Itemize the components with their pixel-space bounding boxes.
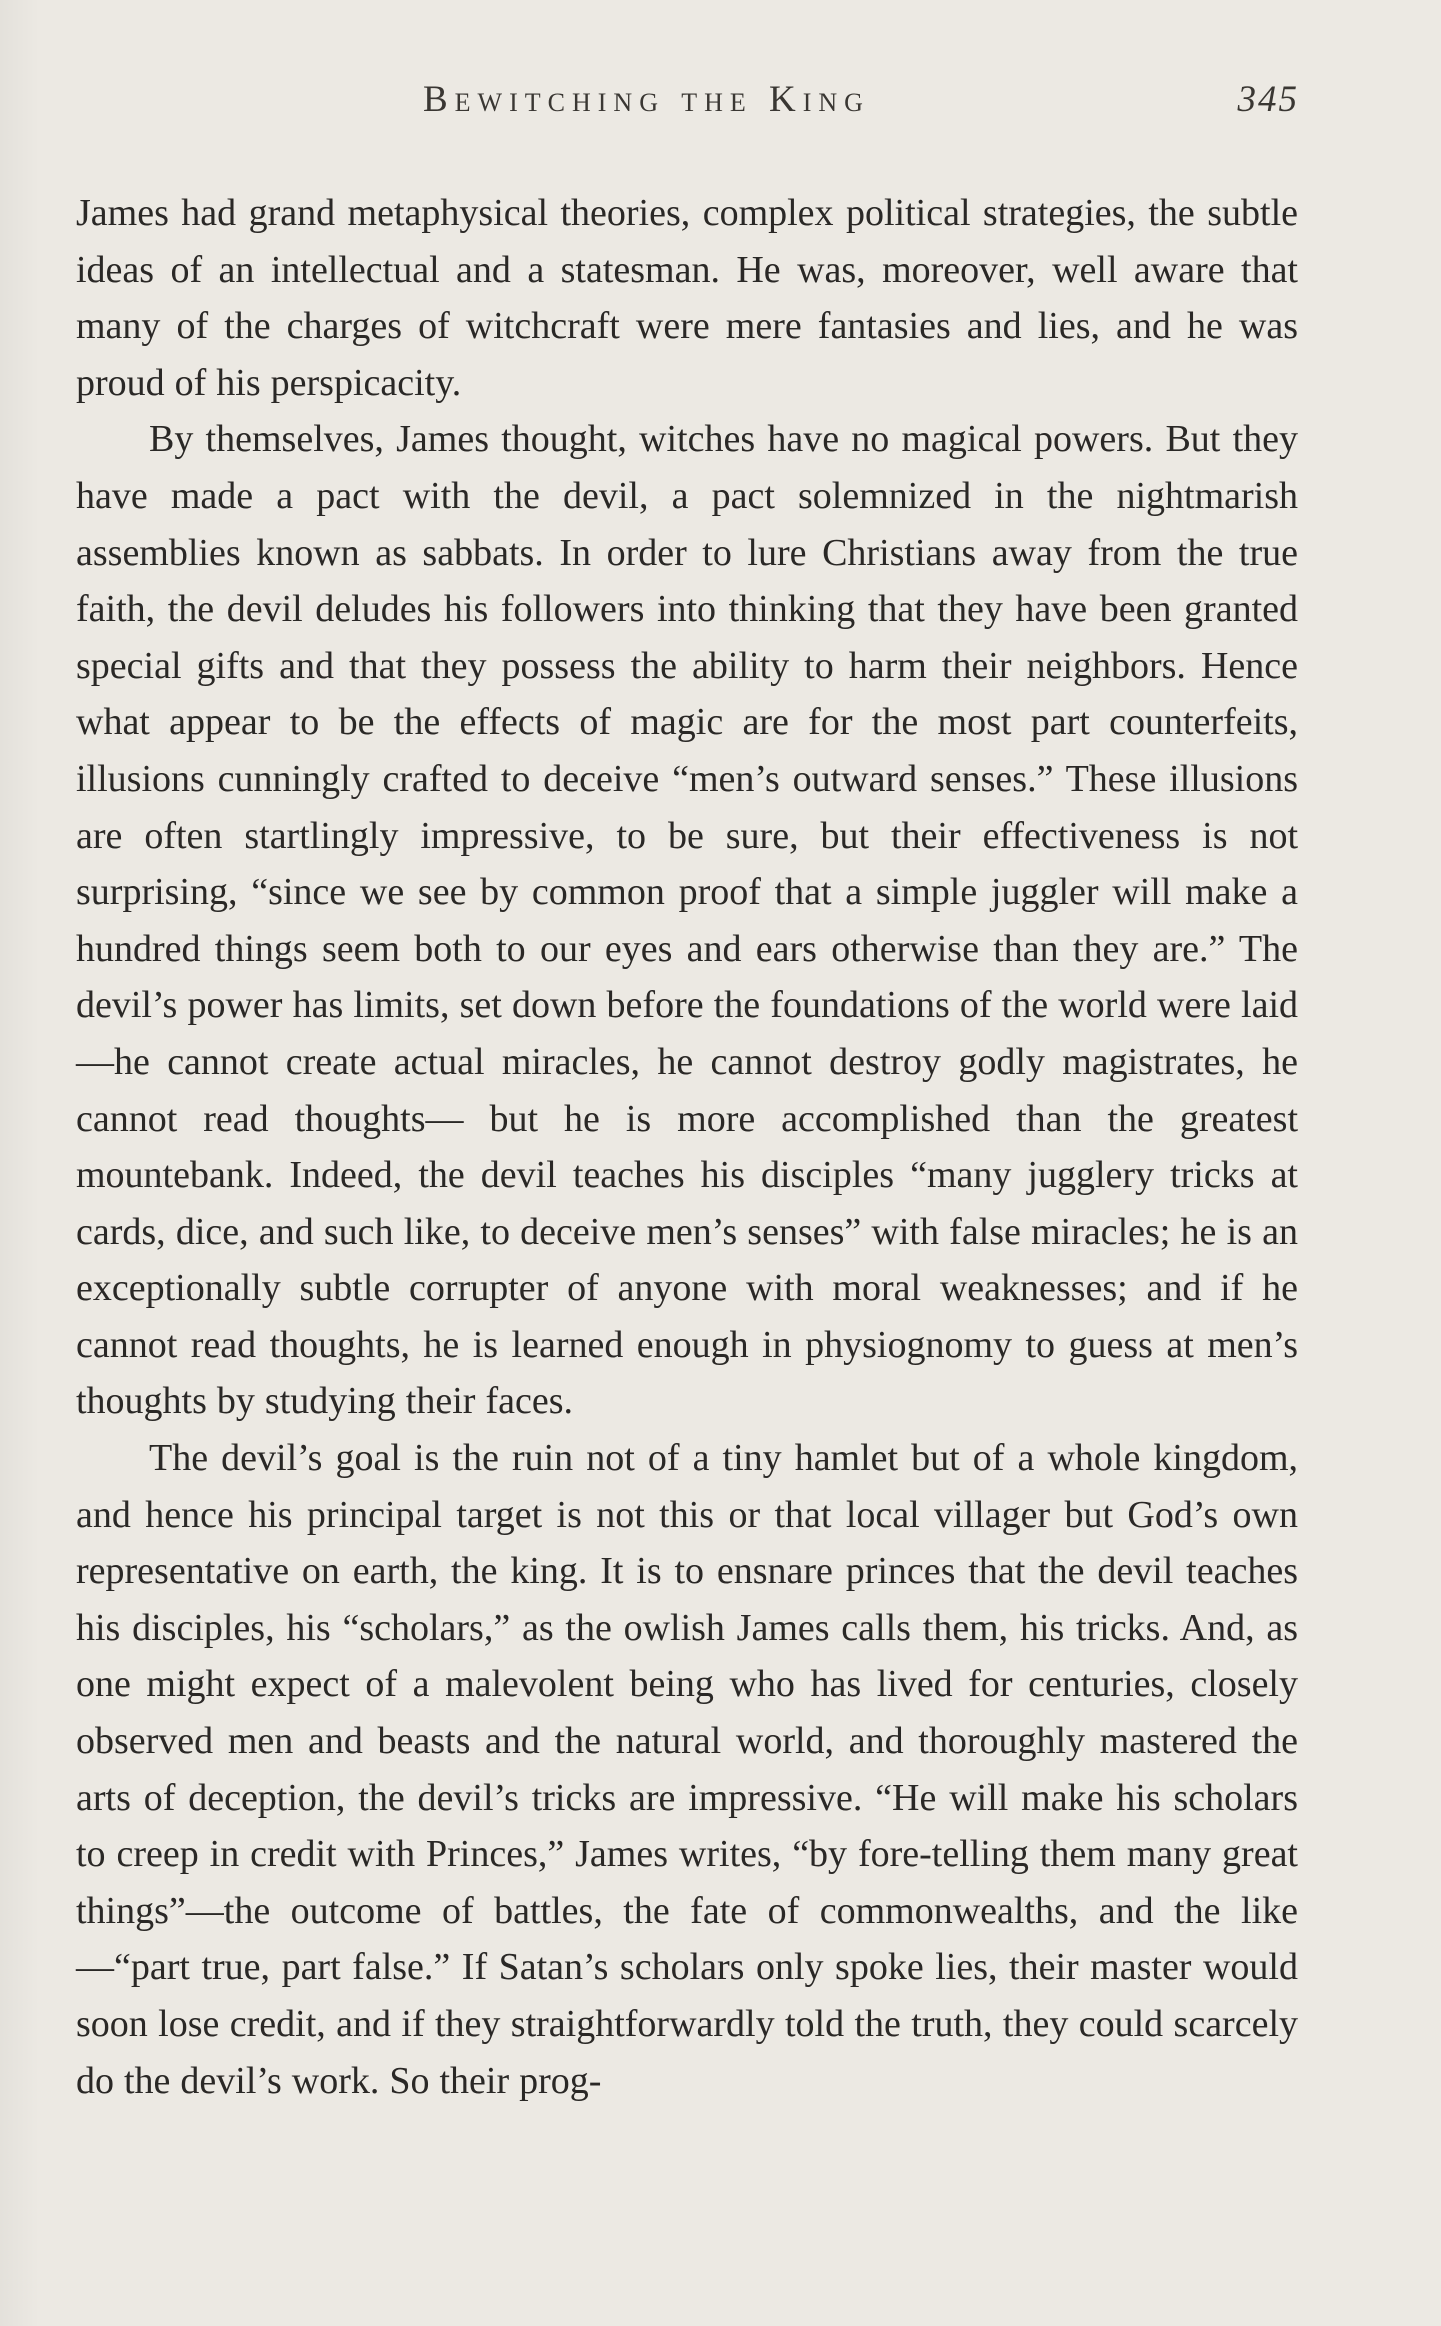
running-title: Bewitching the King [423,79,870,120]
page-number: 345 [1237,79,1299,120]
running-head [0,78,1441,128]
body-text [76,185,1298,2109]
paragraph-3: The devil’s goal is the ruin not of a tiny hamlet but of a whole kingdom, and hence his principal target is not this or that local villager but God’s own representative on earth, the king. It is to ensnare princes that the devil teaches his disciples, his “scholars,” as the owlish James calls them, his tricks. And, as one might expect of a malevolent being who has lived for centuries, closely observed men and beasts and the natural world, and thoroughly mastered the arts of deception, the devil’s tricks are impressive. “He will make his scholars to creep in credit with Princes,” James writes, “by fore-telling them many great things”—the outcome of battles, the fate of commonwealths, and the like—“part true, part false.” If Satan’s scholars only spoke lies, their master would soon lose credit, and if they straightforwardly told the truth, they could scarcely do the devil’s work. So their prog- [76,1437,1298,2102]
paragraph-1: James had grand metaphysical theories, complex political strategies, the subtle ideas of an intellectual and a statesman. He was, moreover, well aware that many of the charges of witchcraft were mere fantasies and lies, and he was proud of his perspicacity. [76,192,1298,404]
paragraph-2: By themselves, James thought, witches have no magical powers. But they have made a pact with the devil, a pact solemnized in the nightmarish assemblies known as sabbats. In order to lure Christians away from the true faith, the devil deludes his followers into thinking that they have been granted special gifts and that they possess the ability to harm their neighbors. Hence what appear to be the effects of magic are for the most part counterfeits, illusions cunningly crafted to deceive “men’s outward senses.” These illusions are often startlingly impressive, to be sure, but their effectiveness is not surprising, “since we see by common proof that a simple juggler will make a hundred things seem both to our eyes and ears otherwise than they are.” The devil’s power has limits, set down before the foundations of the world were laid—he cannot create actual miracles, he cannot destroy godly magistrates, he cannot read thoughts— but he is more accomplished than the greatest mountebank. Indeed, the devil teaches his disciples “many jugglery tricks at cards, dice, and such like, to deceive men’s senses” with false miracles; he is an exceptionally subtle corrupter of anyone with moral weaknesses; and if he cannot read thoughts, he is learned enough in physiognomy to guess at men’s thoughts by studying their faces. [76,418,1298,1423]
